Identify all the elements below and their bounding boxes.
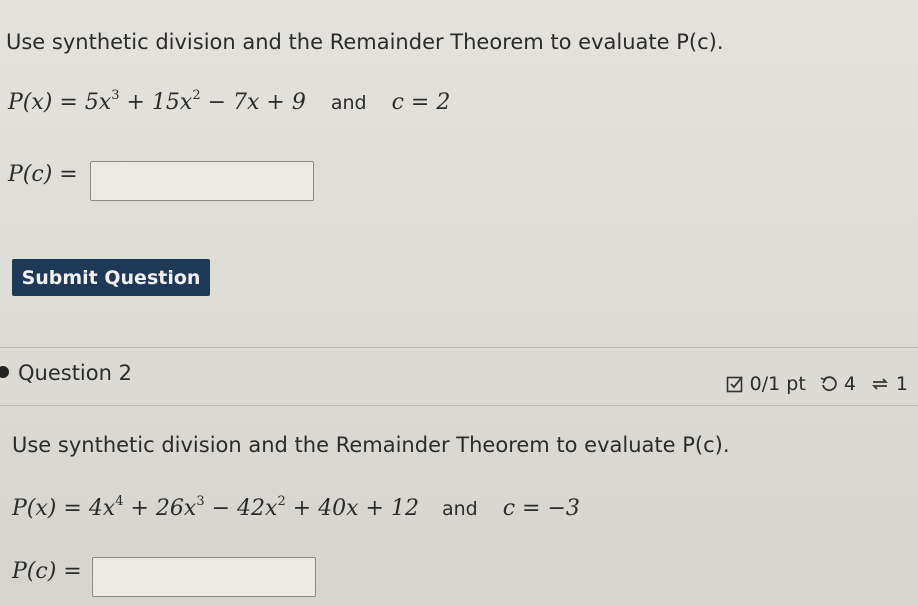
- term-2-exp: 3: [196, 494, 205, 509]
- question-bullet-icon: [0, 366, 9, 378]
- poly-label: P(x) =: [12, 496, 82, 521]
- term-3: − 7x + 9: [207, 90, 306, 115]
- question-2-meta: [726, 373, 908, 395]
- divider-top: [0, 347, 918, 348]
- and-text: and: [441, 498, 478, 520]
- and-text: and: [330, 92, 367, 114]
- term-1: 4x: [88, 496, 116, 521]
- term-1-exp: 3: [111, 88, 120, 103]
- term-2: + 15x: [126, 90, 193, 115]
- question-2-title: Question 2: [18, 361, 132, 385]
- term-3: − 42x: [211, 496, 278, 521]
- c-value: c = −3: [502, 496, 580, 521]
- term-2-exp: 2: [192, 88, 201, 103]
- retries-count: 4: [843, 373, 856, 395]
- term-4: + 40x + 12: [292, 496, 419, 521]
- question-1-answer-input[interactable]: [90, 161, 314, 201]
- submit-question-button[interactable]: Submit Question: [12, 259, 210, 296]
- question-1-polynomial: [8, 88, 450, 115]
- poly-label: P(x) =: [8, 90, 78, 115]
- retry-icon: [820, 375, 838, 393]
- question-1-answer-label: P(c) =: [8, 162, 78, 187]
- c-value: c = 2: [391, 90, 451, 115]
- edit-checkbox-icon: [726, 375, 744, 393]
- term-2: + 26x: [130, 496, 197, 521]
- question-2-polynomial: [12, 494, 580, 521]
- term-3-exp: 2: [277, 494, 286, 509]
- question-2-prompt: Use synthetic division and the Remainder Theorem to evaluate P(c).: [12, 433, 730, 457]
- attempts-count: 1: [895, 373, 908, 395]
- question-2-answer-label: P(c) =: [12, 559, 82, 584]
- question-1-prompt: Use synthetic division and the Remainder Theorem to evaluate P(c).: [6, 30, 724, 54]
- term-1: 5x: [84, 90, 112, 115]
- points-text: 0/1 pt: [749, 373, 806, 395]
- question-2-answer-input[interactable]: [92, 557, 316, 597]
- term-1-exp: 4: [115, 494, 124, 509]
- divider-bottom: [0, 405, 918, 406]
- attempts-icon: [870, 375, 890, 393]
